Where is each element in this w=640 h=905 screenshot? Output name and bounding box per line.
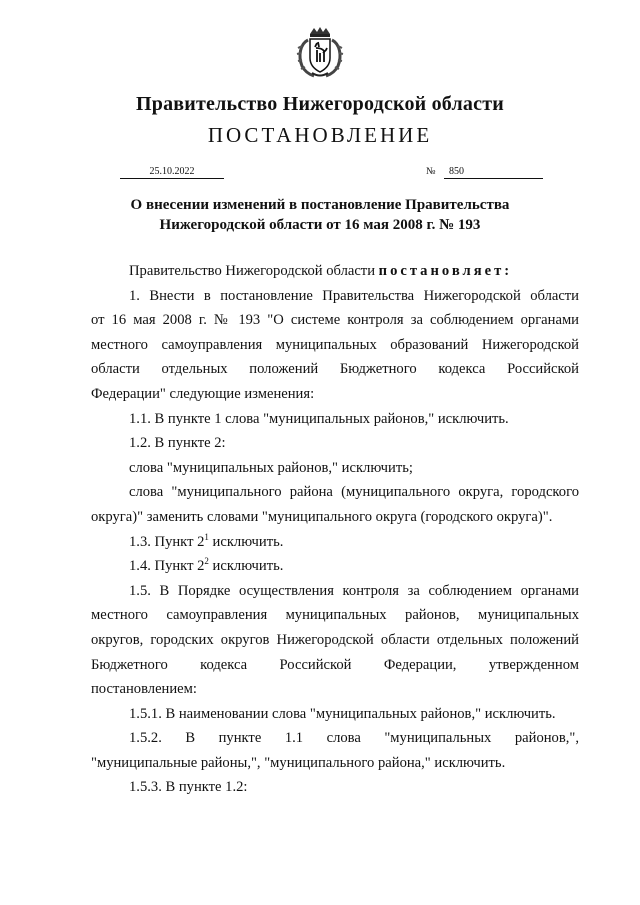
paragraph-line: Федерации" следующие изменения:	[91, 385, 315, 402]
paragraph-line: 1. Внести в постановление Правительства Нижегородской области	[129, 287, 579, 304]
coat-of-arms-icon	[296, 26, 344, 78]
subject-line: Нижегородской области от 16 мая 2008 г. № 193	[159, 217, 481, 233]
clause-1-5-2: "муниципальные районы,", "муниципального района," исключить.	[91, 754, 506, 771]
clause-1-4	[91, 554, 579, 579]
clause-1-5-3: 1.5.3. В пункте 1.2:	[129, 779, 248, 796]
clause-1-5-1: 1.5.1. В наименовании слова "муниципальных районов," исключить.	[129, 705, 556, 722]
intro-decision-word: постановляет:	[378, 263, 513, 279]
clause-text: исключить.	[208, 558, 284, 575]
document-body	[91, 259, 579, 800]
number-sign: №	[426, 166, 436, 177]
clause-1-2-item: слова "муниципальных районов," исключить;	[129, 459, 413, 476]
paragraph-line: местного самоуправления муниципальных районов, муниципальных	[91, 607, 579, 624]
clause-1-3	[91, 530, 579, 555]
document-date: 25.10.2022	[120, 166, 224, 179]
clause-1-2: 1.2. В пункте 2:	[129, 435, 226, 452]
clause-1-5-2: 1.5.2. В пункте 1.1 слова "муниципальных районов,",	[129, 730, 579, 747]
clause-1-2-item: округа)" заменить словами "муниципального округа (городского округа)".	[91, 508, 553, 525]
superscript: 1	[204, 531, 209, 542]
document-number: 850	[449, 166, 464, 177]
organization-title: Правительство Нижегородской области	[136, 93, 504, 115]
paragraph-line: местного самоуправления муниципальных образований Нижегородской	[91, 336, 579, 353]
clause-1-2-item: слова "муниципального района (муниципального округа, городского	[129, 484, 579, 501]
clause-1-1: 1.1. В пункте 1 слова "муниципальных районов," исключить.	[129, 410, 509, 427]
paragraph-line: постановлением:	[91, 681, 197, 698]
paragraph-line: от 16 мая 2008 г. № 193 "О системе контроля за соблюдением органами	[91, 312, 579, 329]
clause-text: исключить.	[208, 533, 284, 550]
subject-line: О внесении изменений в постановление Правительства	[130, 197, 510, 213]
intro-text: Правительство Нижегородской области	[129, 263, 375, 279]
intro-paragraph	[91, 259, 579, 284]
paragraph-line: округов, городских округов Нижегородской области отдельных положений	[91, 631, 579, 648]
clause-text: 1.3. Пункт 2	[129, 533, 205, 550]
document-number-field	[444, 166, 543, 179]
document-subject	[100, 195, 540, 235]
paragraph-line: области отдельных положений Бюджетного кодекса Российской	[91, 361, 579, 378]
paragraph-line: Бюджетного кодекса Российской Федерации, утвержденном	[91, 656, 579, 673]
document-type-heading: ПОСТАНОВЛЕНИЕ	[207, 123, 433, 147]
paragraph-line: 1.5. В Порядке осуществления контроля за соблюдением органами	[129, 582, 579, 599]
clause-text: 1.4. Пункт 2	[129, 558, 205, 575]
superscript: 2	[204, 556, 209, 567]
